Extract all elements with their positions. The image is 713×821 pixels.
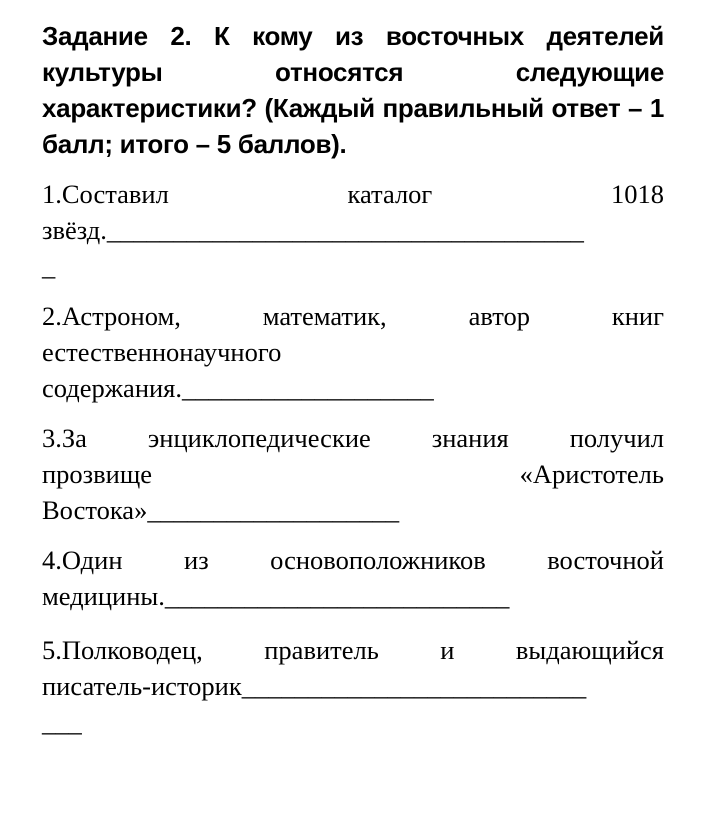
q4-word-2: из	[184, 545, 209, 575]
question-2-line-2: естественнонаучного	[42, 337, 282, 367]
q2-word-2: математик,	[262, 301, 387, 331]
question-1	[42, 176, 664, 284]
q5-word-1: 5.Полководец,	[42, 635, 203, 665]
question-5-line-2: писатель-историк__________________________	[42, 671, 587, 701]
question-4	[42, 542, 664, 614]
question-5-line-1	[42, 632, 664, 668]
task-title: Задание 2. К кому из восточных деятелей культуры относятся следующие характеристики? (Каждый правильный ответ – 1 балл; итого – 5 баллов).	[42, 21, 664, 159]
q4-word-4: восточной	[547, 545, 664, 575]
q4-word-1: 4.Один	[42, 545, 123, 575]
q5-word-4: выдающийся	[515, 635, 664, 665]
q3-word-2: энциклопедические	[147, 423, 371, 453]
question-2-line-1	[42, 298, 664, 334]
question-4-line-2: медицины.__________________________	[42, 581, 510, 611]
question-1-line-3: _	[42, 251, 56, 281]
question-1-line-1	[42, 176, 664, 212]
question-3-line-2	[42, 456, 664, 492]
question-5-line-3: ___	[42, 707, 82, 737]
question-5	[42, 632, 664, 740]
question-4-line-1	[42, 542, 664, 578]
q5-word-3: и	[440, 635, 455, 665]
question-3-line-1	[42, 420, 664, 456]
question-2	[42, 298, 664, 406]
worksheet-page	[42, 18, 664, 740]
q3-word-5: прозвище	[42, 459, 153, 489]
question-3-line-3: Востока»___________________	[42, 495, 400, 525]
question-3	[42, 420, 664, 528]
q3-word-4: получил	[569, 423, 664, 453]
q3-word-1: 3.За	[42, 423, 87, 453]
q1-word-1: 1.Составил	[42, 179, 169, 209]
question-1-line-2: звёзд.____________________________________	[42, 215, 584, 245]
question-2-line-3: содержания.___________________	[42, 373, 434, 403]
q2-word-4: книг	[611, 301, 664, 331]
q3-word-6: «Аристотель	[519, 459, 664, 489]
q4-word-3: основоположников	[270, 545, 486, 575]
q5-word-2: правитель	[264, 635, 379, 665]
q1-word-3: 1018	[610, 179, 664, 209]
q1-word-2: каталог	[347, 179, 433, 209]
q2-word-1: 2.Астроном,	[42, 301, 181, 331]
q3-word-3: знания	[431, 423, 509, 453]
q2-word-3: автор	[468, 301, 530, 331]
